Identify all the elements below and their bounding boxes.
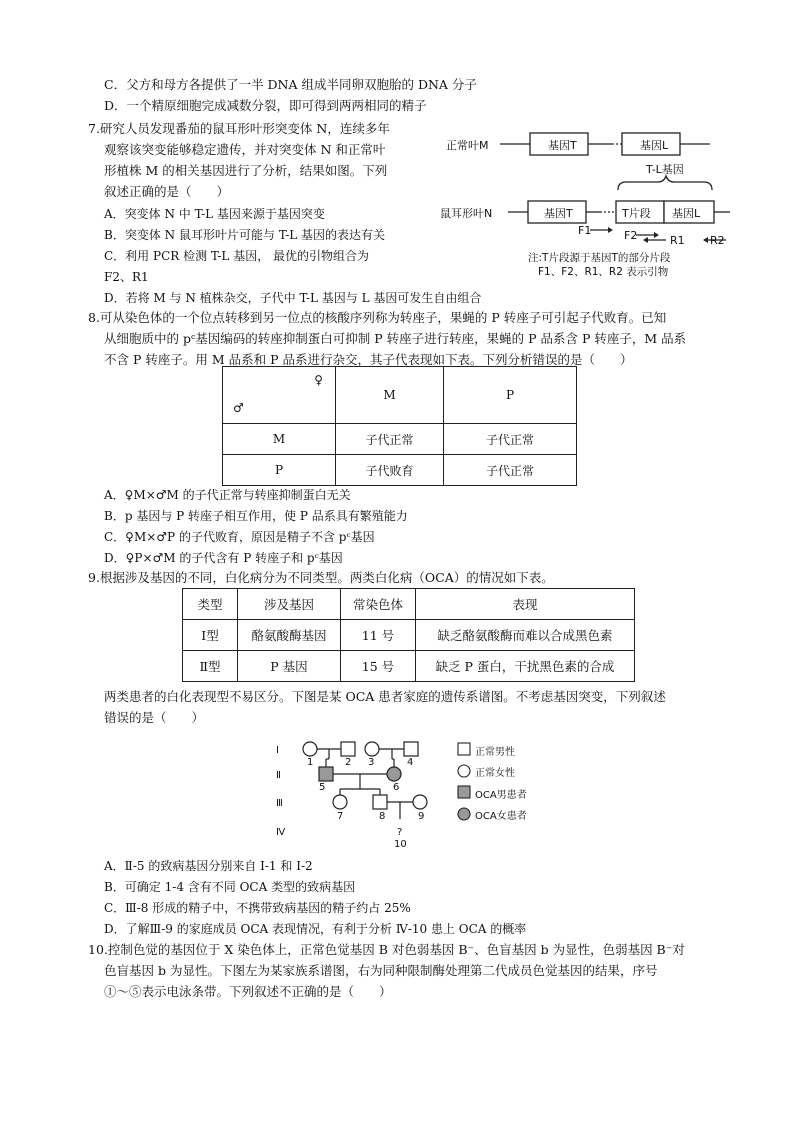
q9-option-b: B．可确定 1-4 含有不同 OCA 类型的致病基因 [104,880,356,894]
individual-II-5 [319,767,333,781]
individual-I-4 [404,742,418,756]
gene-l-label-n: 基因L [672,207,701,220]
q9-stem: 9.根据涉及基因的不同，白化病分为不同类型。两类白化病（OCA）的情况如下表。 [88,570,554,585]
legend-oca-female: OCA女患者 [475,811,527,822]
pedigree-number: 2 [345,757,352,768]
q9-text-line-1: 两类患者的白化表现型不易区分。下图是某 OCA 患者家庭的遗传系谱图。不考虑基因突变，下列叙述 [104,689,666,704]
individual-I-3 [365,742,379,756]
svg-text:Ⅱ: Ⅱ [276,770,281,781]
legend-oca-male: OCA男患者 [475,790,527,801]
legend-normal-female: 正常女性 [475,768,515,779]
q7-option-c-cont: F2、R1 [104,270,149,284]
pedigree-number: 3 [368,757,375,768]
table-cell: 15 号 [341,651,416,682]
q8-option-c: C．♀M×♂P 的子代败育，原因是精子不含 pᶜ基因 [104,530,375,544]
individual-III-7 [333,795,347,809]
q9-text-line-2: 错误的是（ ） [104,710,205,725]
q7-stem-line-1: 7.研究人员发现番茄的鼠耳形叶形突变体 N，连续多年 [88,121,390,136]
table-cell: 子代败育 [336,455,444,486]
svg-text:Ⅲ: Ⅲ [276,798,283,809]
q7-option-b: B．突变体 N 鼠耳形叶片可能与 T-L 基因的表达有关 [104,228,386,242]
male-symbol: ♂ [233,401,244,415]
table-cell: 子代正常 [444,424,577,455]
primer-f1-label: F1 [578,224,592,237]
table-cell: 子代正常 [444,455,577,486]
primer-r2-label: R2 [710,234,725,247]
pedigree-number: 10 [394,839,407,850]
oca-type-table [182,588,635,682]
legend-normal-male: 正常男性 [475,747,515,758]
t-fragment-label: T片段 [622,207,651,220]
pedigree-number: 4 [407,757,414,768]
q7-option-d: D．若将 M 与 N 植株杂交，子代中 T-L 基因与 L 基因可发生自由组合 [104,291,482,305]
row-header-m: M [223,424,336,455]
gene-t-label-n: 基因T [544,207,573,220]
gene-l-label-m: 基因L [640,139,669,152]
q10-stem-line-3: ①～⑤表示电泳条带。下列叙述不正确的是（ ） [104,984,392,999]
table-header: 表现 [416,589,635,620]
q8-stem-line-2: 从细胞质中的 pᶜ基因编码的转座抑制蛋白可抑制 P 转座子进行转座，果蝇的 P 品系含 P 转座子，M 品系 [104,331,687,346]
q10-stem-line-2: 色盲基因 b 为显性。下图左为某家族系谱图，右为同种限制酶处理第二代成员色觉基因的结果，序号 [104,963,658,978]
q7-stem-line-2: 观察该突变能够稳定遗传，并对突变体 N 和正常叶 [104,142,386,157]
pedigree-number: 7 [337,811,344,822]
table-cell: Ⅱ型 [183,651,238,682]
diagram-note-1: 注:T片段源于基因T的部分片段 [528,252,671,264]
table-header: 常染色体 [341,589,416,620]
gene-t-label-m: 基因T [548,139,577,152]
normal-leaf-label: 正常叶M [446,139,489,152]
diagram-note-2: F1、F2、R1、R2 表示引物 [538,266,669,278]
q8-cross-table [222,366,577,486]
q9-option-a: A．Ⅱ-5 的致病基因分别来自 I-1 和 I-2 [104,859,313,873]
individual-I-2 [341,742,355,756]
tl-brace [618,176,712,190]
primer-f2-label: F2 [624,229,638,242]
pedigree-number: 9 [418,811,425,822]
q8-option-d: D．♀P×♂M 的子代含有 P 转座子和 pᶜ基因 [104,551,343,565]
q10-stem-line-1: 10.控制色觉的基因位于 X 染色体上，正常色觉基因 B 对色弱基因 B⁻、色盲基因 b 为显性，色弱基因 B⁻对 [88,942,685,957]
table-header: 类型 [183,589,238,620]
q7-option-a: A．突变体 N 中 T-L 基因来源于基因突变 [104,207,325,221]
row-header-p: P [223,455,336,486]
primer-r1-label: R1 [670,234,685,247]
pedigree-question-mark: ? [397,827,403,838]
table-header: 涉及基因 [238,589,341,620]
table-cell: 子代正常 [336,424,444,455]
pedigree-number: 5 [319,782,326,793]
table-cell: P 基因 [238,651,341,682]
q8-stem-line-3: 不含 P 转座子。用 M 品系和 P 品系进行杂交，其子代表现如下表。下列分析错误的是（ ） [104,352,633,367]
table-corner-cell [223,367,336,424]
q8-stem-line-1: 8.可从染色体的一个位点转移到另一位点的核酸序列称为转座子，果蝇的 P 转座子可引起子代败育。已知 [88,310,667,325]
table-cell: 酪氨酸酶基因 [238,620,341,651]
q7-option-c: C．利用 PCR 检测 T-L 基因， 最优的引物组合为 [104,249,370,263]
individual-II-6 [387,767,401,781]
tl-gene-label: T-L基因 [646,163,684,176]
pedigree-number: 1 [307,757,314,768]
individual-I-1 [303,742,317,756]
table-cell: Ⅰ型 [183,620,238,651]
svg-text:Ⅰ: Ⅰ [276,745,279,756]
pedigree-number: 8 [379,811,386,822]
q9-option-d: D．了解Ⅲ-9 的家庭成员 OCA 表现情况，有利于分析 Ⅳ-10 患上 OCA 的概率 [104,922,527,936]
q6-option-d: D．一个精原细胞完成减数分裂，即可得到两两相同的精子 [104,98,427,113]
individual-III-9 [413,795,427,809]
table-cell: 11 号 [341,620,416,651]
q6-option-c: C．父方和母方各提供了一半 DNA 组成半同卵双胞胎的 DNA 分子 [104,77,477,92]
q8-option-b: B．p 基因与 P 转座子相互作用，使 P 品系具有繁殖能力 [104,509,408,523]
individual-III-8 [373,795,387,809]
pedigree-number: 6 [393,782,400,793]
table-cell: 缺乏 P 蛋白，干扰黑色素的合成 [416,651,635,682]
q7-stem-line-3: 形植株 M 的相关基因进行了分析，结果如图。下列 [104,163,388,178]
q9-option-c: C．Ⅲ-8 形成的精子中，不携带致病基因的精子约占 25% [104,901,411,915]
female-symbol: ♀ [314,373,323,387]
mouse-ear-leaf-label: 鼠耳形叶N [440,207,493,220]
pedigree-legend-symbols [455,740,475,830]
svg-text:Ⅳ: Ⅳ [276,827,286,838]
col-header-p: P [444,367,577,424]
col-header-m: M [336,367,444,424]
q8-option-a: A．♀M×♂M 的子代正常与转座抑制蛋白无关 [104,488,351,502]
table-cell: 缺乏酪氨酸酶而难以合成黑色素 [416,620,635,651]
q7-stem-line-4: 叙述正确的是（ ） [104,184,230,199]
